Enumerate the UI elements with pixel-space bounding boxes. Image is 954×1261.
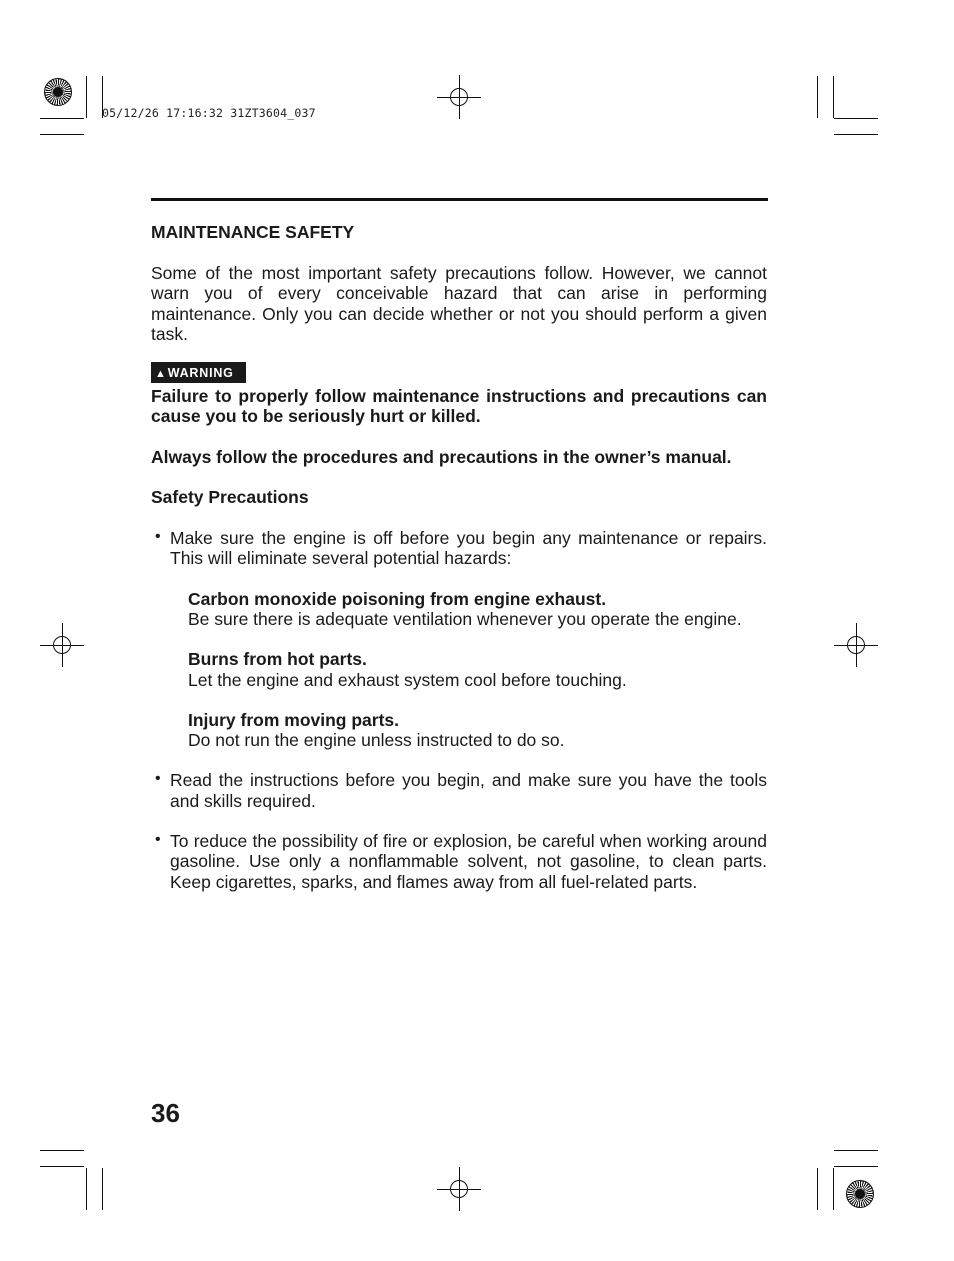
hazard-list xyxy=(151,589,767,751)
header-rule xyxy=(151,198,768,201)
hazard-item xyxy=(188,649,767,690)
bullet-text: Make sure the engine is off before you begin any maintenance or repairs. This will eliminate several potential hazards: xyxy=(170,528,767,569)
hazard-text: Let the engine and exhaust system cool before touching. xyxy=(188,669,627,690)
bullet-icon: • xyxy=(155,528,161,546)
hazard-text: Do not run the engine unless instructed to do so. xyxy=(188,730,565,751)
hazard-item xyxy=(188,710,767,751)
page-content xyxy=(151,222,767,892)
registration-sun-icon xyxy=(846,1180,874,1208)
bullet-text: Read the instructions before you begin, and make sure you have the tools and skills required. xyxy=(170,770,767,811)
list-item xyxy=(151,528,767,569)
bullet-icon: • xyxy=(155,770,161,788)
warning-badge-label: WARNING xyxy=(167,366,234,381)
list-item xyxy=(151,831,767,892)
print-stamp: 05/12/26 17:16:32 31ZT3604_037 xyxy=(102,106,316,120)
list-item xyxy=(151,770,767,811)
registration-sun-icon xyxy=(44,78,72,106)
bullet-text: To reduce the possibility of fire or explosion, be careful when working around gasoline. Use only a nonflammable solvent, not gasoline, to clean parts. Keep cigarettes, sparks, and flames away from all fuel-related parts. xyxy=(170,831,767,892)
page-number: 36 xyxy=(151,1098,180,1128)
section-title: MAINTENANCE SAFETY xyxy=(151,222,355,242)
intro-paragraph: Some of the most important safety precautions follow. However, we cannot warn you of every conceivable hazard that can arise in performing maintenance. Only you can decide whether or not you should perform a given task. xyxy=(151,263,767,344)
hazard-text: Be sure there is adequate ventilation whenever you operate the engine. xyxy=(188,608,742,629)
warning-line-1: Failure to properly follow maintenance instructions and precautions can cause you to be seriously hurt or killed. xyxy=(151,386,767,427)
bullet-icon: • xyxy=(155,831,161,849)
warning-block xyxy=(151,362,767,467)
precautions-heading: Safety Precautions xyxy=(151,487,309,508)
hazard-item xyxy=(188,589,767,630)
hazard-title: Injury from moving parts. xyxy=(188,709,399,730)
hazard-title: Burns from hot parts. xyxy=(188,649,367,670)
warning-triangle-icon: ▲ xyxy=(155,368,167,381)
warning-badge xyxy=(151,362,246,383)
hazard-title: Carbon monoxide poisoning from engine exhaust. xyxy=(188,588,607,609)
warning-line-2: Always follow the procedures and precautions in the owner’s manual. xyxy=(151,446,732,467)
